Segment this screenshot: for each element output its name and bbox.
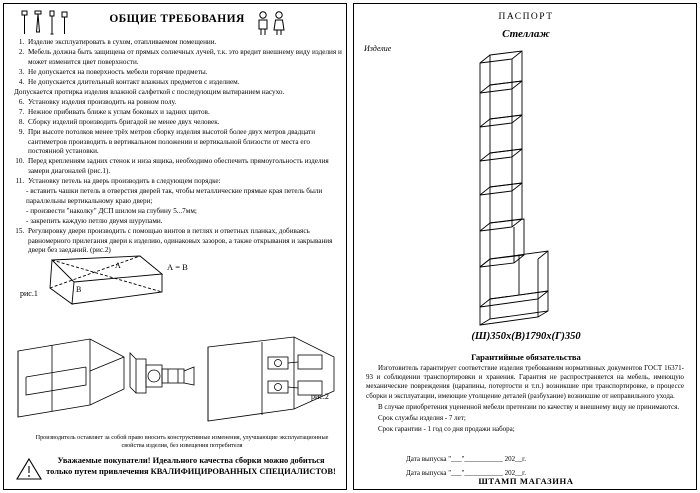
figure-1-equation: А = В [167, 262, 188, 272]
left-panel-assembly-requirements [3, 3, 347, 490]
warning-block [14, 455, 342, 489]
date-field-row[interactable]: Дата выпуска "___"___________ 202__г. [406, 455, 527, 463]
instructions-list [12, 38, 342, 256]
sub-item: - вставить чашки петель в отверстия дверей так, чтобы металлические прямые края петель были параллельны вертикальному краю двери; [26, 187, 323, 205]
list-item: 2. Мебель должна быть защищена от прямых солнечных лучей, т.к. это вредит внешнему виду изделия и может изменится цвет поверхности. [26, 48, 342, 67]
shelf-unit-illustration [372, 49, 680, 327]
list-item: 8. Сборку изделий производить бригадой не менее двух человек. [26, 118, 342, 128]
tools-icon [20, 10, 72, 36]
two-people-icon [252, 10, 292, 36]
list-item: 4. Не допускается длительный контакт влажных предметов с изделием. [26, 78, 342, 88]
left-panel-title: ОБЩИЕ ТРЕБОВАНИЯ [109, 13, 245, 25]
list-item: 7. Нежное прибивать ближе к углам боковых и задних щитов. [26, 108, 342, 118]
list-item: 3. Не допускается на поверхность мебели горячие предметы. [26, 68, 342, 78]
manufacturer-disclaimer: Производитель оставляет за собой право вносить конструктивные изменения, улучшающие эксплуатационные свойства изделия, без извещения потребителя [35, 434, 329, 450]
figure-1-diagram [12, 252, 212, 312]
list-item: 10. Перед креплениям задних стенок и низа ящика, необходимо обеспечить прямоугольность изделия замери диагоналей (рис.1). [26, 157, 342, 176]
list-item: 9. При высоте потолков менее трёх метров сборку изделия высотой более двух метров двадцати сантиметров производить в вертикальном положении и вертикальной близости от места его постоянной установки. [26, 128, 342, 157]
warranty-title: Гарантийные обязательства [471, 352, 581, 362]
list-item: 11. Установку петель на дверь производить в следующем порядке: [26, 177, 342, 187]
list-item: 15. Регулировку двери производить с помощью винтов в петлях и ответных планках, добиваясь равномерного прилегания двери к изделию, одинаковых зазоров, а также открывания и закрывания двери без заеданий. (рис.2) [26, 227, 342, 256]
product-name: Стеллаж [502, 28, 550, 40]
store-stamp-label: ШТАМП МАГАЗИНА [478, 476, 574, 486]
warning-text: Уважаемые покупатели! Идеального качества сборки можно добиться только путем привлечения КВАЛИФИЦИРОВАННЫХ СПЕЦИАЛИСТОВ! [46, 456, 336, 477]
product-label: Изделие [364, 44, 392, 53]
warranty-paragraph: Изготовитель гарантирует соответствие изделия требованиям нормативных документов ГОСТ 16371-93 и соблюдении транспортировки и хранения. Гарантия не распространяется на мебель, имеющую механические повреждения (царапины, потертости и т.п.) возникшие при транспортировке, в процессе сборки и эксплуатации, имеющие утолщение деталей (разбухание) возникшие от неправильного ухода. [366, 364, 684, 400]
product-dimensions: (Ш)350х(В)1790х(Г)350 [471, 331, 581, 342]
figure-2-label: рис.2 [311, 392, 329, 401]
figure-2-diagram [12, 329, 340, 429]
date-field-row[interactable]: Дата выпуска "___"___________ 202__г. [406, 469, 527, 477]
sub-item: - закрепить каждую петлю двумя шурупами. [26, 216, 163, 225]
figure-1-label: рис.1 [20, 289, 38, 298]
warranty-period: Срок гарантии - 1 год со дня продажи набора; [378, 425, 515, 434]
passport-title: ПАСПОРТ [498, 12, 554, 22]
service-life: Срок службы изделия - 7 лет; [378, 414, 466, 423]
warning-triangle-icon [16, 457, 42, 481]
sub-item: - произвести "наколку" ДСП шилом на глубину 5...7мм; [26, 206, 197, 215]
list-item: 1. Изделие эксплуатировать в сухом, отапливаемом помещении. [26, 38, 342, 48]
right-panel-passport [353, 3, 697, 490]
list-item-note: Допускается протирка изделия влажной салфеткой с последующим вытиранием насухо. [14, 87, 285, 96]
warranty-text [366, 364, 684, 437]
svg-text:А: А [115, 261, 121, 270]
warranty-paragraph: В случае приобретения уцененной мебели претензии по качеству и внешнему виду не принимаются. [378, 402, 680, 411]
svg-text:В: В [76, 285, 82, 294]
list-item: 6. Установку изделия производить на ровном полу. [26, 98, 342, 108]
